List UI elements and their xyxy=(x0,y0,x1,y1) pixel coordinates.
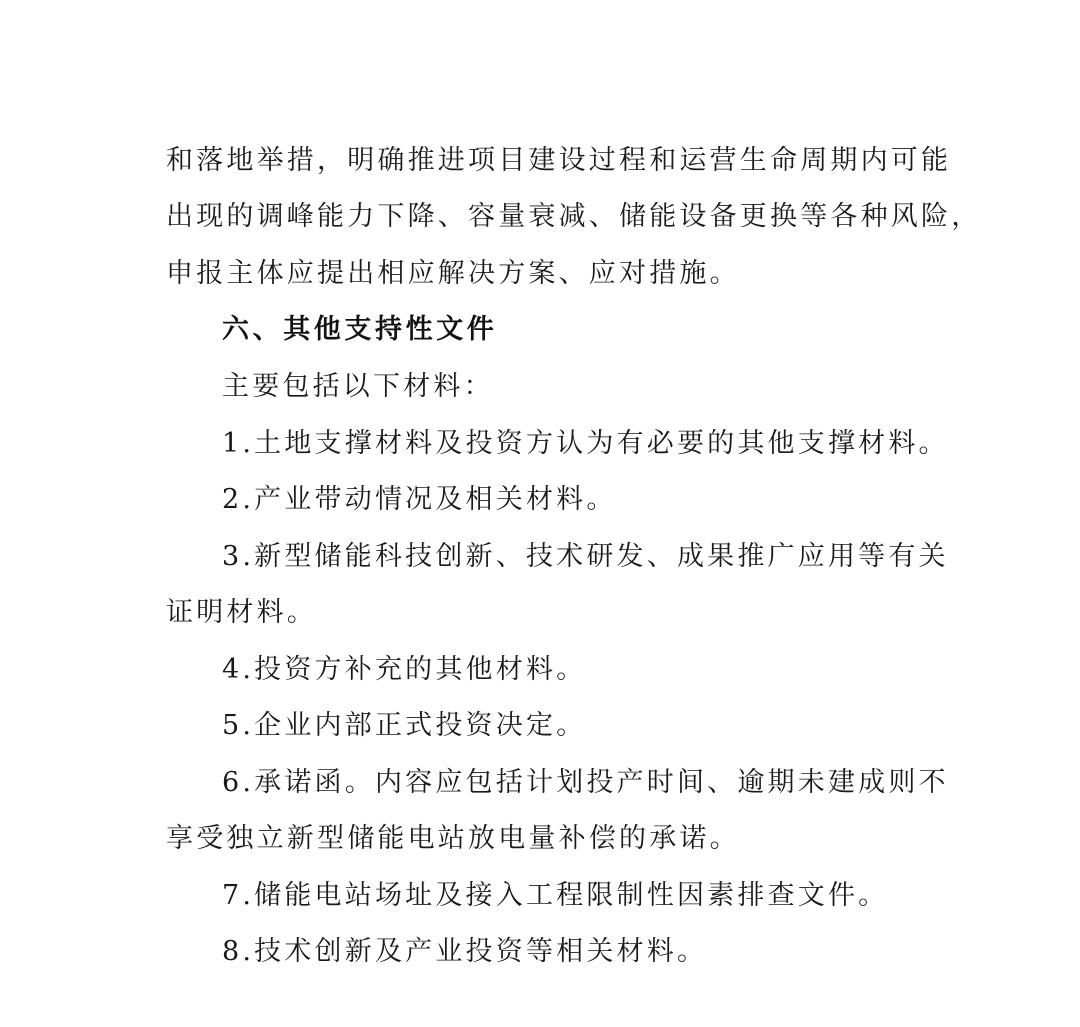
paragraph-line: 主要包括以下材料： xyxy=(222,371,494,402)
list-item: 4.投资方补充的其他材料。 xyxy=(222,654,587,685)
list-item-continuation: 享受独立新型储能电站放电量补偿的承诺。 xyxy=(166,823,740,854)
list-item: 7.储能电站场址及接入工程限制性因素排查文件。 xyxy=(222,880,889,911)
paragraph-line: 和落地举措，明确推进项目建设过程和运营生命周期内可能 xyxy=(166,145,952,176)
list-item: 6.承诺函。内容应包括计划投产时间、逾期未建成则不 xyxy=(222,767,949,798)
list-item: 8.技术创新及产业投资等相关材料。 xyxy=(222,936,708,967)
section-heading: 六、其他支持性文件 xyxy=(222,314,498,345)
list-item: 5.企业内部正式投资决定。 xyxy=(222,710,587,741)
list-item: 1.土地支撑材料及投资方认为有必要的其他支撑材料。 xyxy=(222,428,949,459)
list-item-continuation: 证明材料。 xyxy=(166,597,317,628)
paragraph-line: 出现的调峰能力下降、容量衰减、储能设备更换等各种风险， xyxy=(166,201,982,232)
paragraph-line: 申报主体应提出相应解决方案、应对措施。 xyxy=(166,258,740,289)
list-item: 2.产业带动情况及相关材料。 xyxy=(222,484,617,515)
list-item: 3.新型储能科技创新、技术研发、成果推广应用等有关 xyxy=(222,541,949,572)
